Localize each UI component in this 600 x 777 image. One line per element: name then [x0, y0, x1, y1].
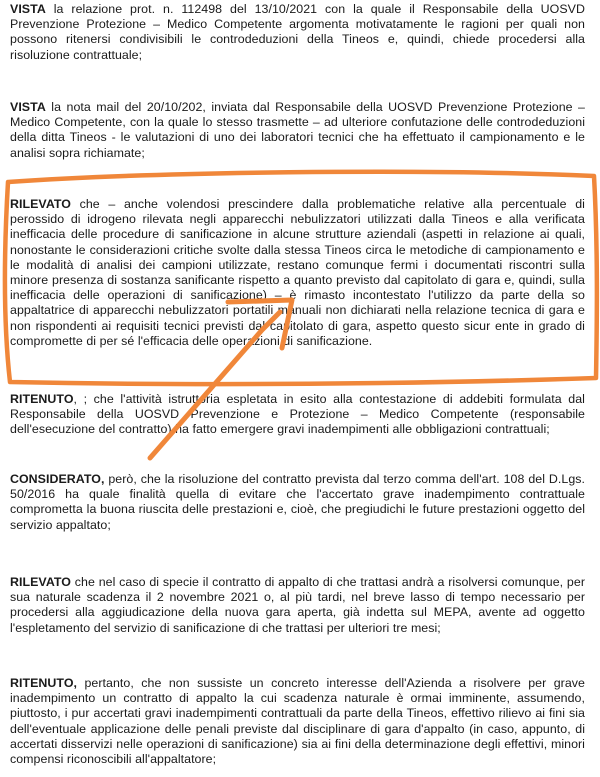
paragraph-keyword: RITENUTO, [10, 676, 77, 690]
paragraph-ritenuto-addebiti [10, 392, 585, 438]
paragraph-rilevato-scadenza [10, 575, 585, 636]
paragraph-considerato [10, 472, 585, 533]
paragraph-text: , ; che l'attività istruttoria espletata in esito alla contestazione di addebiti formulata dal Responsabile della UOSVD Prevenzione e Protezione – Medico Competente (responsabile dell'esecuzione del contratto) ha fatto emergere gravi inadempimenti alle obbligazioni contrattuali; [10, 392, 585, 437]
paragraph-text: che – anche volendosi prescindere dalla problematiche relative alla percentuale di perossido di idrogeno rilevata negli apparecchi nebulizzatori utilizzati dalla Tineos e alla verificata inefficacia delle procedure di sanificazione in alcune strutture aziendali (aspetti in relazione ai quali, nonostante le considerazioni critiche svolte dalla stessa Tineos circa le metodiche di campionamento e le modalità di analisi dei campioni utilizzate, restano comunque fermi i documentati riscontri sulla minore presenza di sostanza sanificante rispetto a quanto previsto dal capitolato di gara e, quindi, sulla inefficacia delle operazioni di sanificazione) – è rimasto incontestato l'utilizzo da parte della so appaltatrice di apparecchi nebulizzatori portatili manuali non dichiarati nella relazione tecnica di gara e non rispondenti ai requisiti tecnici previsti dal capitolato di gara, aspetto questo sicur ente in grado di compromette di per sé l'efficacia delle operazioni di sanificazione. [10, 197, 585, 348]
paragraph-rilevato-highlighted [10, 197, 585, 349]
paragraph-keyword: RILEVATO [10, 575, 71, 589]
paragraph-text: però, che la risoluzione del contratto prevista dal terzo comma dell'art. 108 del D.Lgs. 50/2016 ha quale finalità quella di evitare che l'accertato grave inadempimento contrattuale comprometta la buona riuscita delle prestazioni e, cioè, che pregiudichi le future prestazioni oggetto del servizio appaltato; [10, 472, 585, 532]
paragraph-vista-nota-mail [10, 100, 585, 161]
paragraph-keyword: VISTA [10, 100, 46, 114]
paragraph-ritenuto-pertanto [10, 676, 585, 767]
paragraph-text: pertanto, che non sussiste un concreto interesse dell'Azienda a risolvere per grave inadempimento un contratto di appalto la cui scadenza naturale è ormai imminente, assumendo, piuttosto, i pur accertati gravi inadempimenti contrattuali da parte della Tineos, effettivo rilievo ai fini sia dell'eventuale applicazione delle penali previste dal disciplinare di gara d'appalto (in caso, appunto, di accertati disservizi nelle operazioni di sanificazione) sia ai fini della determinazione degli effettivi, minori compensi riconoscibili all'appaltatore; [10, 676, 585, 767]
paragraph-text: che nel caso di specie il contratto di appalto di che trattasi andrà a risolversi comunque, per sua naturale scadenza il 2 novembre 2021 o, al più tardi, nel breve lasso di tempo necessario per procedersi alla aggiudicazione della nuova gara aperta, già indetta sul MEPA, avente ad oggetto l'espletamento del servizio di sanificazione di che trattasi per ulteriori tre mesi; [10, 575, 585, 635]
paragraph-keyword: VISTA [10, 2, 46, 16]
paragraph-vista-relazione [10, 2, 585, 63]
paragraph-keyword: RILEVATO [10, 197, 71, 211]
paragraph-keyword: RITENUTO [10, 392, 74, 406]
paragraph-keyword: CONSIDERATO, [10, 472, 105, 486]
paragraph-text: la relazione prot. n. 112498 del 13/10/2021 con la quale il Responsabile della UOSVD Prevenzione Protezione – Medico Competente argomenta motivatamente le ragioni per quali non possono ritenersi condivisibili le controdeduzioni della Tineos e, quindi, chiede procedersi alla risoluzione contrattuale; [10, 2, 585, 62]
paragraph-text: la nota mail del 20/10/202, inviata dal Responsabile della UOSVD Prevenzione Protezione – Medico Competente, con la quale lo stesso trasmette – ad ulteriore confutazione delle controdeduzioni della ditta Tineos - le valutazioni di uno dei laboratori tecnici che ha effettuato il campionamento e le analisi sopra richiamate; [10, 100, 585, 160]
